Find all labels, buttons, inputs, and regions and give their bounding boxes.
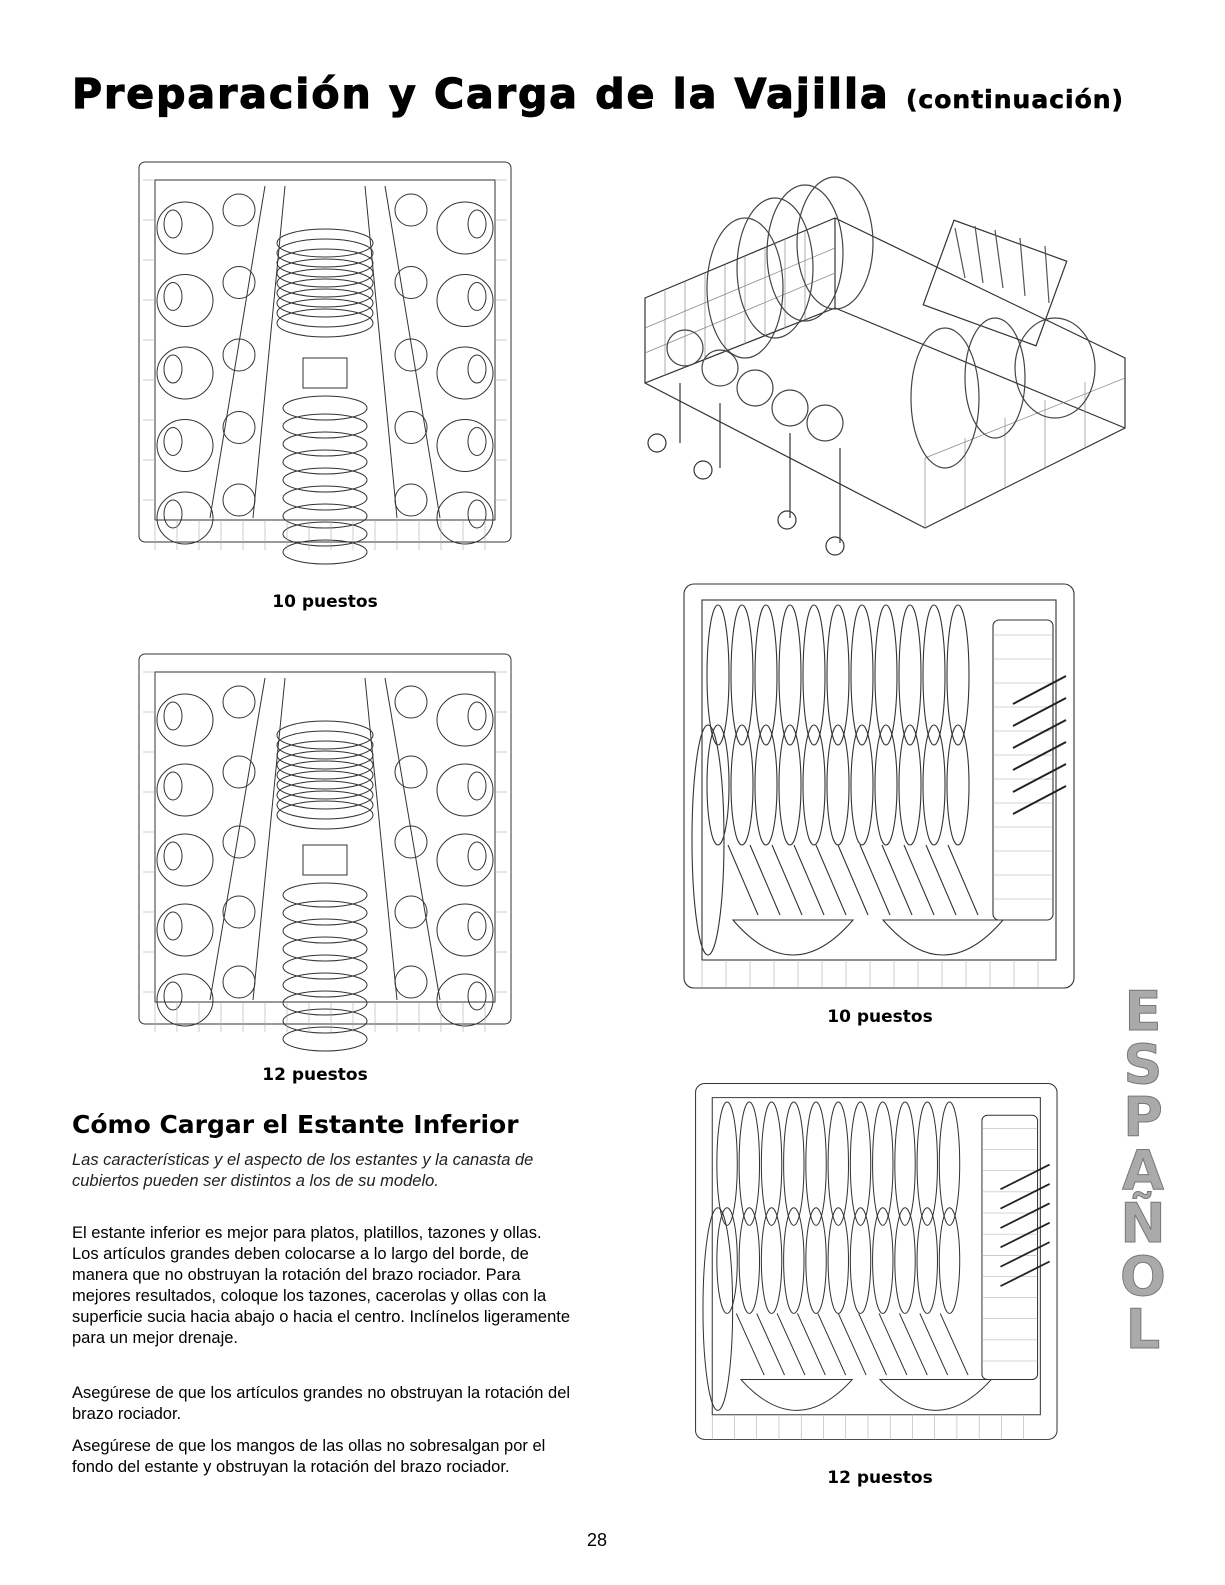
side-tab-letter: O	[1120, 1245, 1166, 1308]
upper-rack-illustration	[135, 650, 515, 1060]
paragraph-1: El estante inferior es mejor para platos, platillos, tazones y ollas. Los artículos grandes deben colocarse a lo largo del borde, de manera que no obstruyan la rotación del brazo rociador. Para mejores resultados, coloque los tazones, cacerolas y ollas con la superficie sucia hacia abajo o hacia el centro. Inclínelos ligeramente para un mejor drenaje.	[72, 1224, 571, 1347]
paragraph-3: Asegúrese de que los mangos de las ollas no sobresalgan por el fondo del estante y obstruyan la rotación del brazo rociador.	[72, 1437, 546, 1476]
figure-upper-rack-10	[135, 158, 515, 578]
caption-lower-rack-10: 10 puestos	[827, 1007, 933, 1027]
lower-rack-illustration	[678, 580, 1088, 1000]
figure-lower-rack-12	[690, 1080, 1070, 1450]
language-side-tab	[1113, 980, 1173, 1361]
side-tab-letter: E	[1124, 980, 1162, 1043]
side-tab-letter: L	[1125, 1298, 1161, 1361]
figure-upper-rack-12	[135, 650, 515, 1060]
section-heading: Cómo Cargar el Estante Inferior	[72, 1110, 519, 1139]
page-title	[72, 70, 1124, 118]
page-number: 28	[587, 1530, 608, 1550]
paragraph-2: Asegúrese de que los artículos grandes no obstruyan la rotación del brazo rociador.	[72, 1384, 571, 1423]
side-tab-letter: S	[1123, 1033, 1163, 1096]
lower-rack-illustration	[690, 1080, 1070, 1450]
side-tab-letter: P	[1123, 1086, 1163, 1149]
page-title-suffix: (continuación)	[905, 85, 1124, 114]
figure-lower-rack-10	[678, 580, 1088, 1000]
side-tab-letter: A	[1122, 1139, 1164, 1202]
section-note: Las características y el aspecto de los estantes y la canasta de cubiertos pueden ser distintos a los de su modelo.	[72, 1151, 534, 1190]
upper-rack-illustration	[135, 158, 515, 578]
figure-rack-perspective	[625, 168, 1135, 568]
caption-upper-rack-12: 12 puestos	[262, 1065, 368, 1085]
caption-upper-rack-10: 10 puestos	[272, 592, 378, 612]
caption-lower-rack-12: 12 puestos	[827, 1468, 933, 1488]
page-title-main: Preparación y Carga de la Vajilla	[72, 70, 890, 118]
side-tab-letter: Ñ	[1120, 1192, 1166, 1255]
rack-perspective-illustration	[625, 168, 1135, 568]
